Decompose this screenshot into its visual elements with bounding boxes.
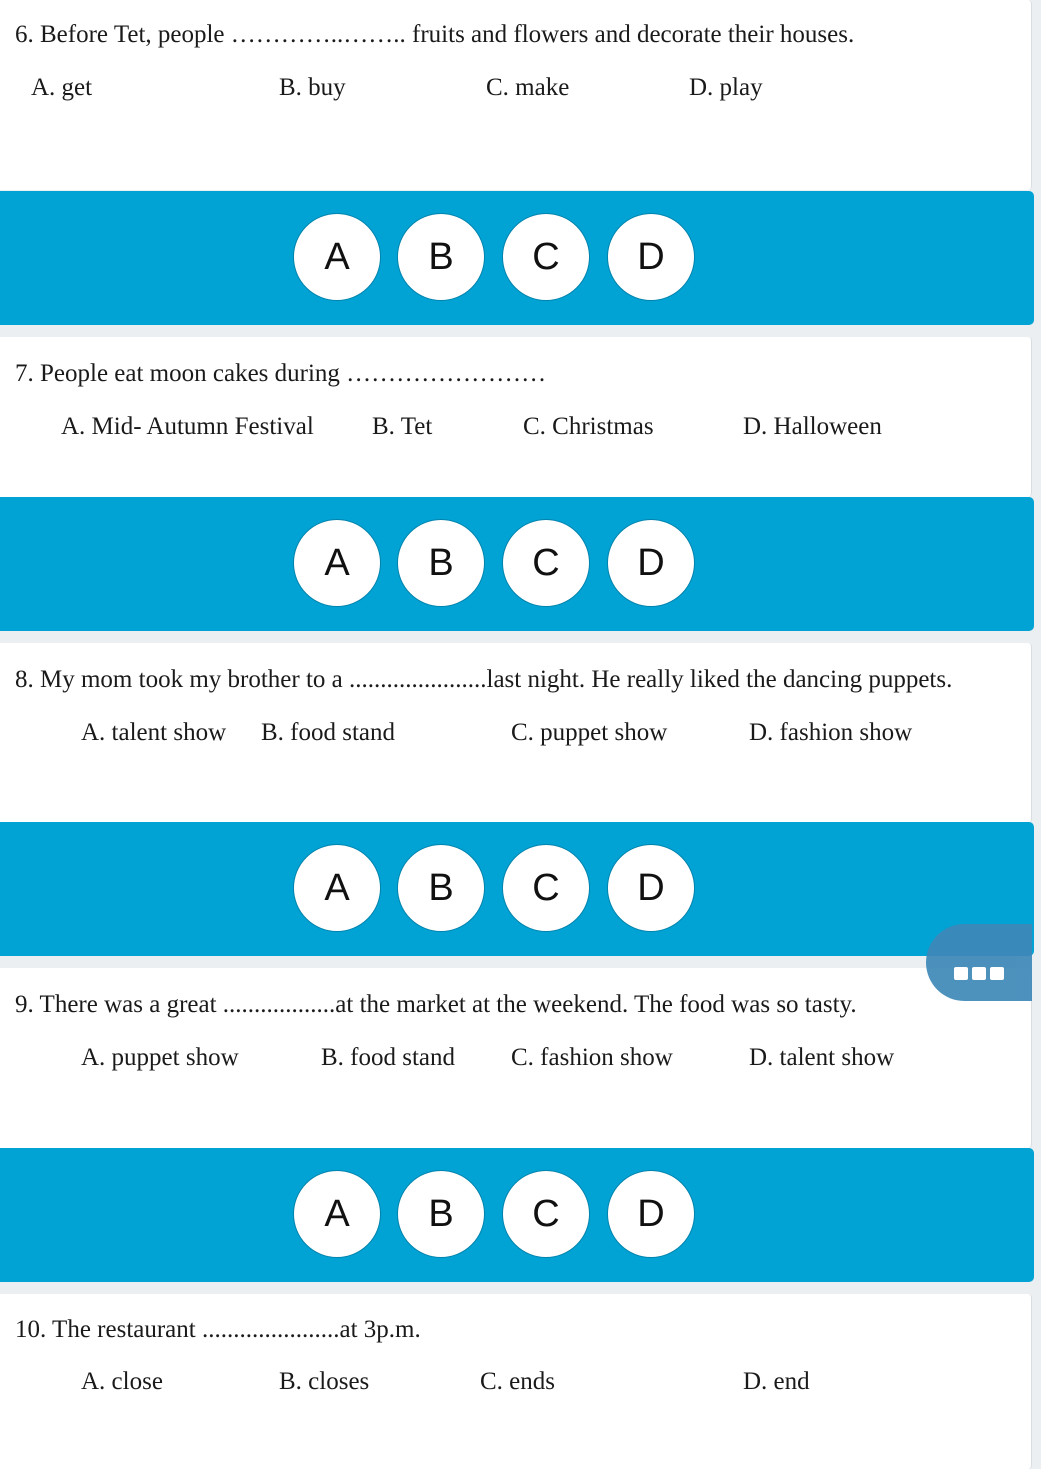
option-b: B. food stand — [321, 1044, 456, 1071]
question-prompt: 8. My mom took my brother to a ......................last night. He really liked the dancing puppets. — [15, 666, 953, 693]
answer-b-button[interactable]: B — [397, 1170, 485, 1258]
option-c: C. make — [486, 74, 570, 101]
answer-c-button[interactable]: C — [502, 1170, 590, 1258]
answer-bar-8 — [0, 822, 1034, 956]
answer-a-button[interactable]: A — [293, 844, 381, 932]
question-prompt: 6. Before Tet, people …………..…….. fruits and flowers and decorate their houses. — [15, 21, 855, 48]
answer-a-button[interactable]: A — [293, 519, 381, 607]
answer-b-button[interactable]: B — [397, 844, 485, 932]
option-a: A. get — [31, 74, 93, 101]
question-card-6 — [0, 0, 1032, 190]
option-c: C. Christmas — [523, 413, 654, 440]
option-c: C. fashion show — [511, 1044, 673, 1071]
option-a: A. close — [81, 1368, 163, 1395]
option-b: B. food stand — [261, 719, 396, 746]
question-card-8 — [0, 643, 1032, 823]
answer-d-button[interactable]: D — [607, 844, 695, 932]
option-a: A. talent show — [81, 719, 227, 746]
option-d: D. end — [743, 1368, 810, 1395]
answer-bar-7 — [0, 497, 1034, 631]
answer-b-button[interactable]: B — [397, 519, 485, 607]
question-prompt: 10. The restaurant ......................at 3p.m. — [15, 1316, 421, 1343]
question-card-10 — [0, 1294, 1032, 1469]
answer-b-button[interactable]: B — [397, 213, 485, 301]
answer-c-button[interactable]: C — [502, 844, 590, 932]
more-menu-button[interactable] — [926, 924, 1032, 1001]
answer-d-button[interactable]: D — [607, 1170, 695, 1258]
option-c: C. ends — [480, 1368, 555, 1395]
option-b: B. buy — [279, 74, 346, 101]
answer-d-button[interactable]: D — [607, 519, 695, 607]
answer-c-button[interactable]: C — [502, 213, 590, 301]
answer-a-button[interactable]: A — [293, 1170, 381, 1258]
question-card-9 — [0, 968, 1032, 1148]
answer-c-button[interactable]: C — [502, 519, 590, 607]
question-prompt: 9. There was a great ..................at the market at the weekend. The food was so tasty. — [15, 991, 857, 1018]
answer-bar-9 — [0, 1148, 1034, 1282]
option-d: D. fashion show — [749, 719, 913, 746]
option-d: D. play — [689, 74, 763, 101]
option-a: A. puppet show — [81, 1044, 239, 1071]
answer-d-button[interactable]: D — [607, 213, 695, 301]
option-d: D. talent show — [749, 1044, 895, 1071]
question-prompt: 7. People eat moon cakes during …………………… — [15, 360, 547, 387]
option-a: A. Mid- Autumn Festival — [61, 413, 314, 440]
option-d: D. Halloween — [743, 413, 882, 440]
answer-bar-6 — [0, 191, 1034, 325]
question-card-7 — [0, 337, 1032, 497]
option-b: B. Tet — [372, 413, 433, 440]
option-b: B. closes — [279, 1368, 370, 1395]
answer-a-button[interactable]: A — [293, 213, 381, 301]
option-c: C. puppet show — [511, 719, 668, 746]
